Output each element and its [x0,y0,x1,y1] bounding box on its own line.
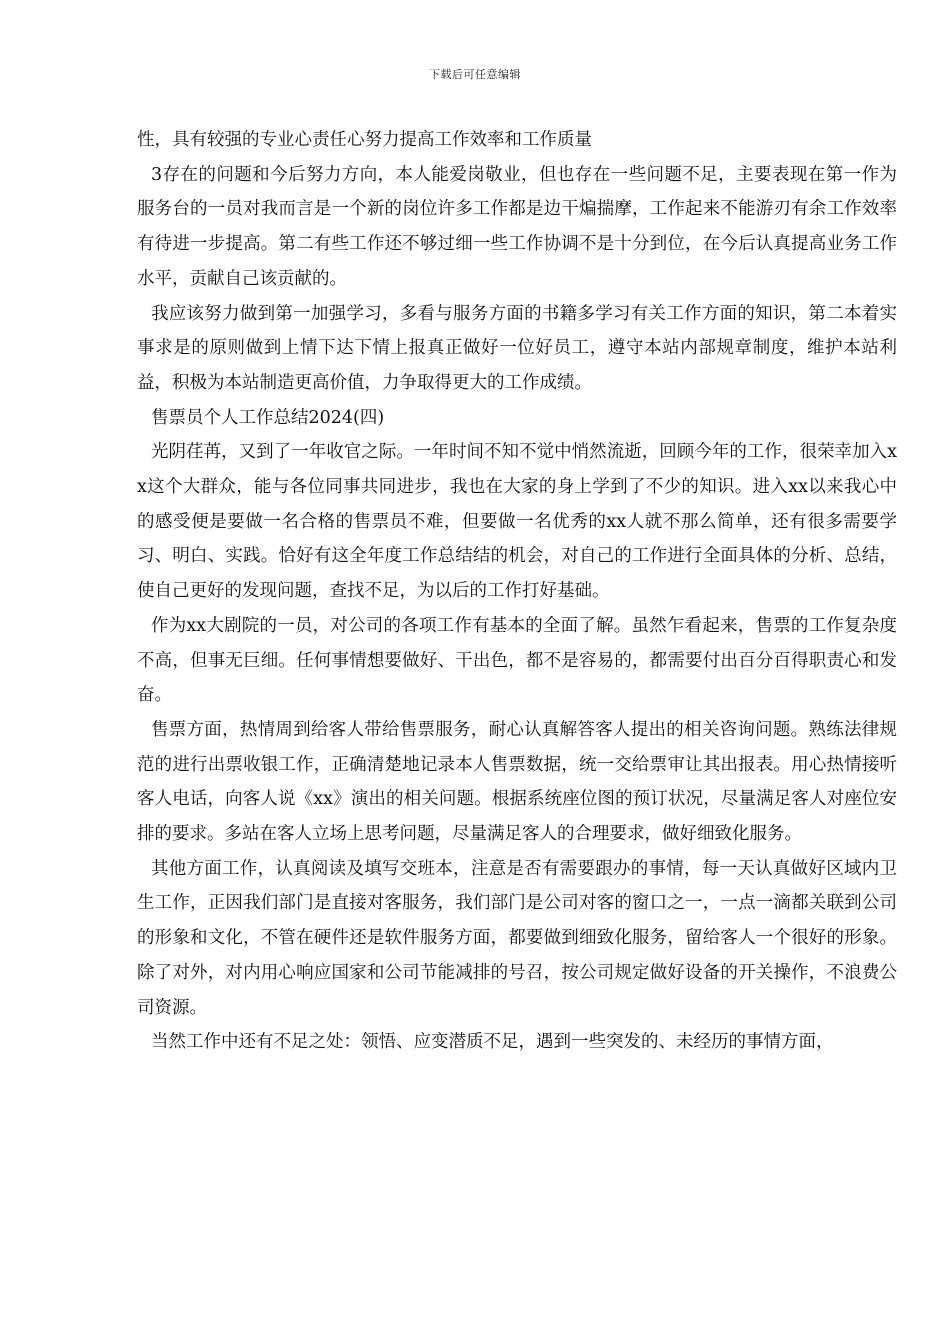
document-body [137,123,897,1060]
paragraph-ticketing: 售票方面，热情周到给客人带给售票服务，耐心认真解答客人提出的相关咨询问题。熟练法律规范的进行出票收银工作，正确清楚地记录本人售票数据，统一交给票审让其出报表。用心热情接听客人电话，向客人说《xx》演出的相关问题。根据系统座位图的预订状况，尽量满足客人对座位安排的要求。多站在客人立场上思考问题，尽量满足客人的合理要求，做好细致化服务。 [137,719,897,845]
paragraph-other-work: 其他方面工作，认真阅读及填写交班本，注意是否有需要跟办的事情，每一天认真做好区域内卫生工作，正因我们部门是直接对客服务，我们部门是公司对客的窗口之一，一点一滴都关联到公司的形象和文化，不管在硬件还是软件服务方面，都要做到细致化服务，留给客人一个很好的形象。除了对外，对内用心响应国家和公司节能减排的号召，按公司规定做好设备的开关操作，不浪费公司资源。 [137,858,897,1018]
paragraph-intro: 光阴荏苒，又到了一年收官之际。一年时间不知不觉中悄然流逝，回顾今年的工作，很荣幸加入xx这个大群众，能与各位同事共同进步，我也在大家的身上学到了不少的知识。进入xx以来我心中的感受便是要做一名合格的售票员不难，但要做一名优秀的xx人就不那么简单，还有很多需要学习、明白、实践。恰好有这全年度工作总结结的机会，对自己的工作进行全面具体的分析、总结，使自己更好的发现问题，查找不足，为以后的工作打好基础。 [137,442,897,602]
paragraph-continuation: 性，具有较强的专业心责任心努力提高工作效率和工作质量 [137,130,592,150]
paragraph-role: 作为xx大剧院的一员，对公司的各项工作有基本的全面了解。虽然乍看起来，售票的工作复杂度不高，但事无巨细。任何事情想要做好、干出色，都不是容易的，都需要付出百分百得职责心和发奋。 [137,615,897,706]
header-note: 下载后可任意编辑 [429,68,521,81]
paragraph-problems-direction: 3存在的问题和今后努力方向，本人能爱岗敬业，但也存在一些问题不足，主要表现在第一作为服务台的一员对我而言是一个新的岗位许多工作都是边干煸揣摩，工作起来不能游刃有余工作效率有待进一步提高。第二有些工作还不够过细一些工作协调不是十分到位，在今后认真提高业务工作水平，贡献自己该贡献的。 [137,164,897,289]
paragraph-shortcomings: 当然工作中还有不足之处：领悟、应变潜质不足，遇到一些突发的、未经历的事情方面， [151,1032,834,1053]
section-heading: 售票员个人工作总结2024(四) [151,407,385,428]
paragraph-efforts: 我应该努力做到第一加强学习，多看与服务方面的书籍多学习有关工作方面的知识，第二本着实事求是的原则做到上情下达下情上报真正做好一位好员工，遵守本站内部规章制度，维护本站利益，积极为本站制造更高价值，力争取得更大的工作成绩。 [137,303,897,393]
